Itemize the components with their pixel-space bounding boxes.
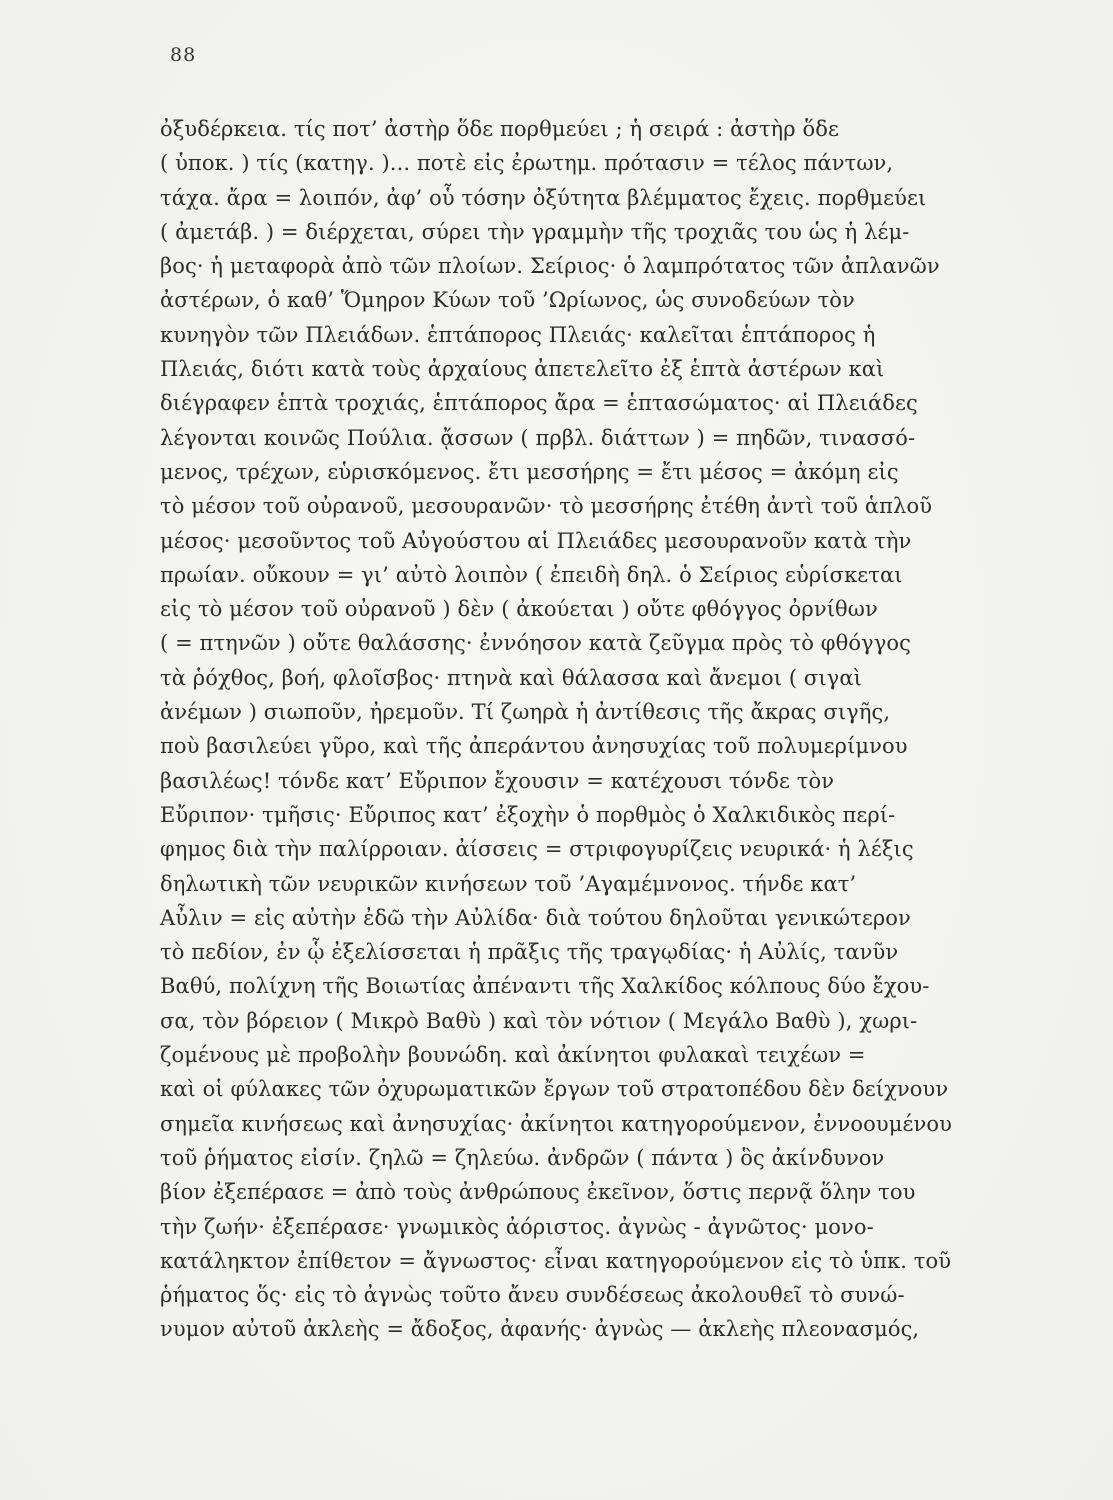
page-number: 88 [170,44,197,66]
commentary-text [160,112,1010,1347]
text-line: σημεῖα κινήσεως καὶ ἀνησυχίας· ἀκίνητοι κατηγορούμενον, ἐννοουμένου [160,1111,952,1136]
text-line: ῥήματος ὅς· εἰς τὸ ἀγνὼς τοῦτο ἄνευ συνδέσεως ἀκολουθεῖ τὸ συνώ- [160,1283,905,1308]
text-line: τὴν ζωήν· ἐξεπέρασε· γνωμικὸς ἀόριστος. ἀγνὼς - ἀγνῶτος· μονο- [160,1214,874,1239]
text-line: ( ὑποκ. ) τίς (κατηγ. )... ποτὲ εἰς ἐρωτημ. πρότασιν = τέλος πάντων, [160,151,894,176]
text-line: σα, τὸν βόρειον ( Μικρὸ Βαθὺ ) καὶ τὸν νότιον ( Μεγάλο Βαθὺ ), χωρι- [160,1008,918,1033]
text-line: κατάληκτον ἐπίθετον = ἄγνωστος· εἶναι κατηγορούμενον εἰς τὸ ὑπκ. τοῦ [160,1248,952,1273]
text-line: τοῦ ῥήματος εἰσίν. ζηλῶ = ζηλεύω. ἀνδρῶν ( πάντα ) ὃς ἀκίνδυνον [160,1145,885,1170]
text-line: Πλειάς, διότι κατὰ τοὺς ἀρχαίους ἀπετελεῖτο ἐξ ἑπτὰ ἀστέρων καὶ [160,357,885,382]
text-line: τὰ ῥόχθος, βοή, φλοῖσβος· πτηνὰ καὶ θάλασσα καὶ ἄνεμοι ( σιγαὶ [160,665,862,690]
text-line: ποὺ βασιλεύει γῦρο, καὶ τῆς ἀπεράντου ἀνησυχίας τοῦ πολυμερίμνου [160,734,908,759]
text-line: καὶ οἱ φύλακες τῶν ὀχυρωματικῶν ἔργων τοῦ στρατοπέδου δὲν δείχνουν [160,1077,949,1102]
text-line: διέγραφεν ἑπτὰ τροχιάς, ἑπτάπορος ἄρα = ἑπτασώματος· αἱ Πλειάδες [160,391,918,416]
text-line: μέσος· μεσοῦντος τοῦ Αὐγούστου αἱ Πλειάδες μεσουρανοῦν κατὰ τὴν [160,528,912,553]
text-line: Αὖλιν = εἰς αὐτὴν ἐδῶ τὴν Αὐλίδα· διὰ τούτου δηλοῦται γενικώτερον [160,905,911,930]
text-line: δηλωτικὴ τῶν νευρικῶν κινήσεων τοῦ ’Αγαμέμνονος. τήνδε κατ’ [160,871,857,896]
text-line: πρωίαν. οὔκουν = γι’ αὐτὸ λοιπὸν ( ἐπειδὴ δηλ. ὁ Σείριος εὑρίσκεται [160,562,903,587]
text-line: ἀστέρων, ὁ καθ’ Ὅμηρον Κύων τοῦ ’Ωρίωνος, ὡς συνοδεύων τὸν [160,288,855,313]
text-line: βίον ἐξεπέρασε = ἀπὸ τοὺς ἀνθρώπους ἐκεῖνον, ὅστις περνᾷ ὅλην του [160,1180,916,1205]
text-line: Βαθύ, πολίχνη τῆς Βοιωτίας ἀπέναντι τῆς Χαλκίδος κόλπους δύο ἔχου- [160,974,930,999]
text-line: βος· ἡ μεταφορὰ ἀπὸ τῶν πλοίων. Σείριος· ὁ λαμπρότατος τῶν ἀπλανῶν [160,254,940,279]
text-line: ζομένους μὲ προβολὴν βουνώδη. καὶ ἀκίνητοι φυλακαὶ τειχέων = [160,1043,866,1068]
text-line: μενος, τρέχων, εὑρισκόμενος. ἔτι μεσσήρης = ἔτι μέσος = ἀκόμη εἰς [160,459,899,484]
text-line: κυνηγὸν τῶν Πλειάδων. ἑπτάπορος Πλειάς· καλεῖται ἑπτάπορος ἡ [160,322,876,347]
text-line: Εὔριπον· τμῆσις· Εὔριπος κατ’ ἐξοχὴν ὁ πορθμὸς ὁ Χαλκιδικὸς περί- [160,802,896,827]
text-line: τὸ πεδίον, ἐν ᾧ ἐξελίσσεται ἡ πρᾶξις τῆς τραγῳδίας· ἡ Αὐλίς, τανῦν [160,940,899,965]
text-line: ( = πτηνῶν ) οὔτε θαλάσσης· ἐννόησον κατὰ ζεῦγμα πρὸς τὸ φθόγγος [160,631,911,656]
text-line: ὀξυδέρκεια. τίς ποτ’ ἀστὴρ ὅδε πορθμεύει ; ἡ σειρά : ἀστὴρ ὅδε [160,117,839,141]
text-line: εἰς τὸ μέσον τοῦ οὐρανοῦ ) δὲν ( ἀκούεται ) οὔτε φθόγγος ὀρνίθων [160,597,878,622]
text-line: λέγονται κοινῶς Πούλια. ᾄσσων ( πρβλ. διάττων ) = πηδῶν, τινασσό- [160,425,916,450]
text-line: νυμον αὐτοῦ ἀκλεὴς = ἄδοξος, ἀφανής· ἀγνὼς — ἀκλεὴς πλεονασμός, [160,1317,920,1342]
text-line: τὸ μέσον τοῦ οὐρανοῦ, μεσουρανῶν· τὸ μεσσήρης ἐτέθη ἀντὶ τοῦ ἁπλοῦ [160,494,933,519]
text-line: ἀνέμων ) σιωποῦν, ἠρεμοῦν. Τί ζωηρὰ ἡ ἀντίθεσις τῆς ἄκρας σιγῆς, [160,700,891,725]
text-line: βασιλέως! τόνδε κατ’ Εὔριπον ἔχουσιν = κατέχουσι τόνδε τὸν [160,768,835,793]
text-line: τάχα. ἄρα = λοιπόν, ἀφ’ οὗ τόσην ὀξύτητα βλέμματος ἔχεις. πορθμεύει [160,185,927,210]
text-line: ( ἀμετάβ. ) = διέρχεται, σύρει τὴν γραμμὴν τῆς τροχιᾶς του ὡς ἡ λέμ- [160,219,910,244]
text-line: φημος διὰ τὴν παλίρροιαν. ἀίσσεις = στριφογυρίζεις νευρικά· ἡ λέξις [160,837,914,862]
